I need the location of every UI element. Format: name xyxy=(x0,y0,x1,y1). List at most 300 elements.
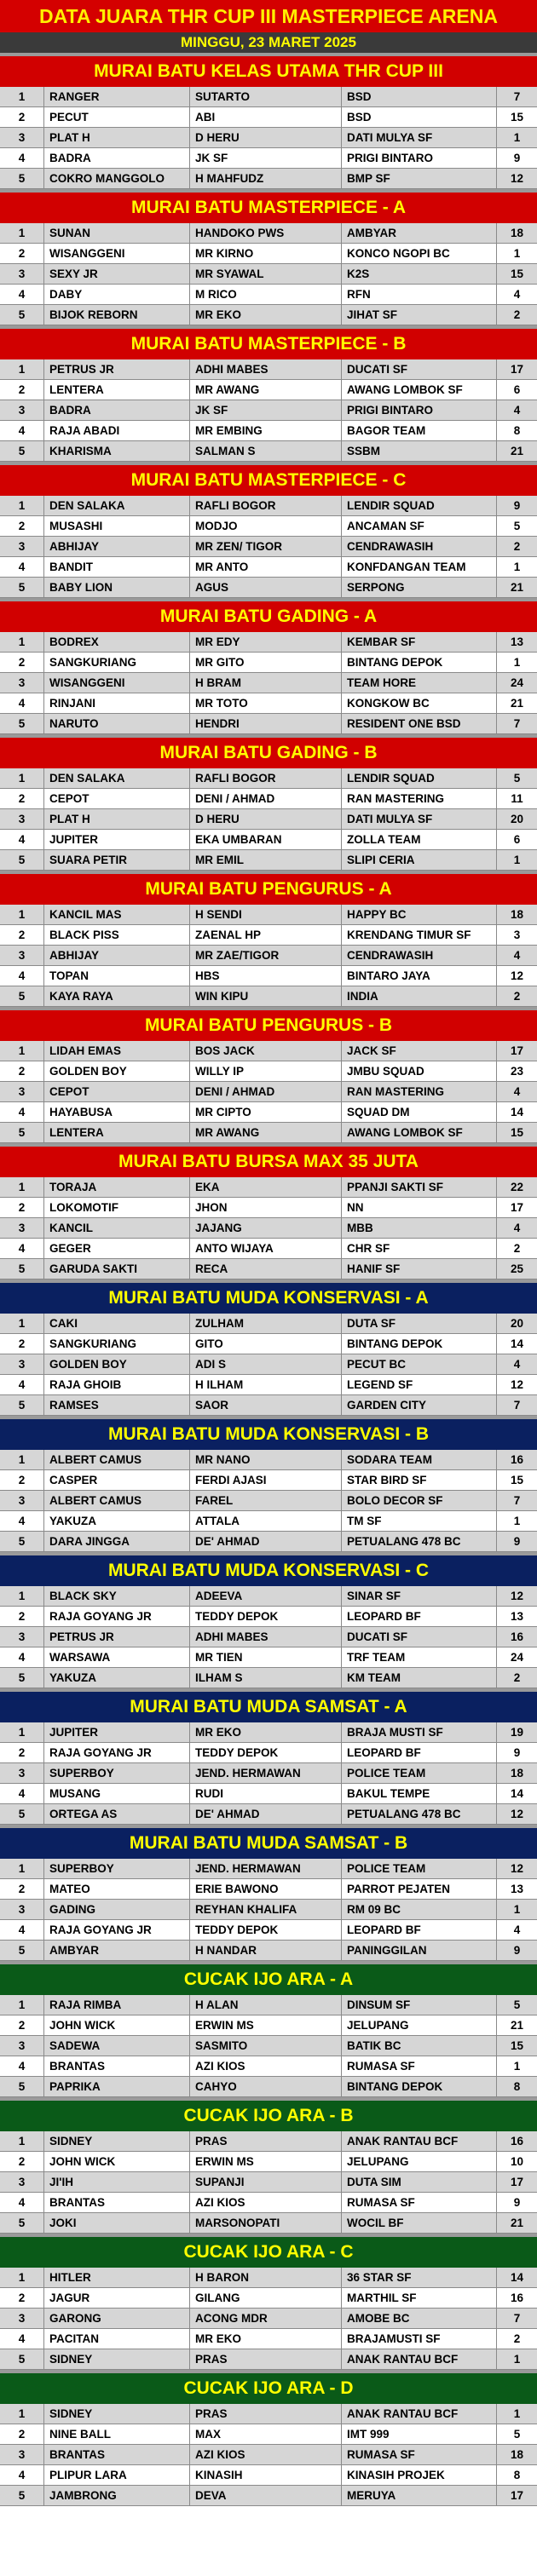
team-name: SLIPI CERIA xyxy=(342,850,497,870)
table-row xyxy=(0,2404,537,2424)
bird-name: KHARISMA xyxy=(44,441,190,461)
team-name: PETUALANG 478 BC xyxy=(342,1804,497,1824)
team-name: RUMASA SF xyxy=(342,2056,497,2076)
rank-number: 1 xyxy=(0,2131,44,2151)
rank-number: 3 xyxy=(0,1218,44,1238)
rank-number: 5 xyxy=(0,1395,44,1415)
bird-name: YAKUZA xyxy=(44,1511,190,1531)
owner-name: MR EKO xyxy=(190,305,342,325)
team-name: WOCIL BF xyxy=(342,2213,497,2233)
bird-name: PETRUS JR xyxy=(44,359,190,379)
table-row xyxy=(0,1395,537,1416)
category-title: CUCAK IJO ARA - C xyxy=(0,2234,537,2268)
owner-name: AZI KIOS xyxy=(190,2056,342,2076)
team-name: BAKUL TEMPE xyxy=(342,1784,497,1803)
bird-name: BADRA xyxy=(44,148,190,168)
owner-name: HANDOKO PWS xyxy=(190,223,342,243)
table-row xyxy=(0,557,537,578)
team-name: ANAK RANTAU BCF xyxy=(342,2349,497,2369)
owner-name: SUTARTO xyxy=(190,87,342,106)
team-name: SQUAD DM xyxy=(342,1102,497,1122)
rank-number: 3 xyxy=(0,809,44,829)
team-name: BOLO DECOR SF xyxy=(342,1491,497,1510)
category-title: MURAI BATU PENGURUS - A xyxy=(0,871,537,905)
owner-name: ERWIN MS xyxy=(190,2152,342,2171)
bird-name: BADRA xyxy=(44,400,190,420)
rank-number: 5 xyxy=(0,441,44,461)
points: 18 xyxy=(510,227,524,239)
bird-name: RAJA GHOIB xyxy=(44,1375,190,1394)
bird-name: COKRO MANGGOLO xyxy=(44,169,190,188)
points: 7 xyxy=(513,1399,521,1412)
table-row xyxy=(0,359,537,380)
table-row xyxy=(0,1123,537,1143)
points: 24 xyxy=(510,1651,524,1664)
rank-number: 3 xyxy=(0,946,44,965)
table-row xyxy=(0,441,537,462)
category-block xyxy=(0,53,537,189)
table-row xyxy=(0,1763,537,1784)
table-row xyxy=(0,400,537,421)
owner-name: SALMAN S xyxy=(190,441,342,461)
table-row xyxy=(0,2309,537,2329)
team-name: ZOLLA TEAM xyxy=(342,830,497,849)
owner-name: ERIE BAWONO xyxy=(190,1879,342,1899)
team-name: BSD xyxy=(342,87,497,106)
rank-number: 2 xyxy=(0,107,44,127)
bird-name: DABY xyxy=(44,285,190,304)
points: 13 xyxy=(510,1883,524,1895)
owner-name: AZI KIOS xyxy=(190,2193,342,2212)
team-name: ANAK RANTAU BCF xyxy=(342,2131,497,2151)
bird-name: JUPITER xyxy=(44,1722,190,1742)
event-date: MINGGU, 23 MARET 2025 xyxy=(0,32,537,53)
points: 1 xyxy=(513,854,521,866)
table-row xyxy=(0,2465,537,2486)
table-row xyxy=(0,1470,537,1491)
team-name: BRAJA MUSTI SF xyxy=(342,1722,497,1742)
owner-name: CAHYO xyxy=(190,2077,342,2096)
team-name: GARDEN CITY xyxy=(342,1395,497,1415)
owner-name: EKA UMBARAN xyxy=(190,830,342,849)
points: 15 xyxy=(510,1474,524,1486)
owner-name: JEND. HERMAWAN xyxy=(190,1763,342,1783)
owner-name: MR ZEN/ TIGOR xyxy=(190,537,342,556)
bird-name: RAJA RIMBA xyxy=(44,1995,190,2015)
rank-number: 5 xyxy=(0,986,44,1006)
points: 11 xyxy=(511,792,523,805)
bird-name: LENTERA xyxy=(44,380,190,400)
bird-name: PLAT H xyxy=(44,809,190,829)
owner-name: ADHI MABES xyxy=(190,1627,342,1647)
points: 16 xyxy=(510,1630,524,1643)
owner-name: RUDI xyxy=(190,1784,342,1803)
table-row xyxy=(0,2056,537,2077)
rank-number: 4 xyxy=(0,1102,44,1122)
team-name: RAN MASTERING xyxy=(342,1082,497,1101)
table-row xyxy=(0,1491,537,1511)
team-name: PRIGI BINTARO xyxy=(342,148,497,168)
team-name: LEOPARD BF xyxy=(342,1920,497,1940)
category-block xyxy=(0,189,537,325)
owner-name: ADEEVA xyxy=(190,1586,342,1606)
table-row xyxy=(0,768,537,789)
rank-number: 2 xyxy=(0,1061,44,1081)
table-row xyxy=(0,87,537,107)
team-name: MARTHIL SF xyxy=(342,2288,497,2308)
category-block xyxy=(0,462,537,598)
table-row xyxy=(0,2015,537,2036)
category-block xyxy=(0,1688,537,1825)
points: 6 xyxy=(513,383,521,396)
bird-name: LIDAH EMAS xyxy=(44,1041,190,1061)
owner-name: MR SYAWAL xyxy=(190,264,342,284)
owner-name: MR TIEN xyxy=(190,1647,342,1667)
bird-name: BABY LION xyxy=(44,578,190,597)
rank-number: 2 xyxy=(0,1743,44,1762)
bird-name: SIDNEY xyxy=(44,2131,190,2151)
category-block xyxy=(0,1552,537,1688)
table-row xyxy=(0,516,537,537)
owner-name: FAREL xyxy=(190,1491,342,1510)
bird-name: LENTERA xyxy=(44,1123,190,1142)
category-title: MURAI BATU MUDA KONSERVASI - A xyxy=(0,1279,537,1314)
team-name: ANCAMAN SF xyxy=(342,516,497,536)
team-name: CENDRAWASIH xyxy=(342,946,497,965)
team-name: POLICE TEAM xyxy=(342,1859,497,1878)
rank-number: 4 xyxy=(0,2056,44,2076)
points: 8 xyxy=(513,2469,521,2481)
points: 1 xyxy=(513,247,521,260)
team-name: RUMASA SF xyxy=(342,2193,497,2212)
team-name: STAR BIRD SF xyxy=(342,1470,497,1490)
points: 16 xyxy=(510,2135,524,2148)
table-row xyxy=(0,1995,537,2015)
rank-number: 4 xyxy=(0,2465,44,2485)
points: 3 xyxy=(513,929,521,941)
bird-name: ABHIJAY xyxy=(44,946,190,965)
owner-name: AZI KIOS xyxy=(190,2445,342,2464)
bird-name: ORTEGA AS xyxy=(44,1804,190,1824)
points: 12 xyxy=(510,969,524,982)
bird-name: RAJA ABADI xyxy=(44,421,190,440)
bird-name: RINJANI xyxy=(44,693,190,713)
category-title: MURAI BATU MASTERPIECE - B xyxy=(0,325,537,359)
bird-name: WARSAWA xyxy=(44,1647,190,1667)
bird-name: DARA JINGGA xyxy=(44,1532,190,1551)
category-title: MURAI BATU MASTERPIECE - A xyxy=(0,189,537,223)
category-title: MURAI BATU MUDA KONSERVASI - C xyxy=(0,1552,537,1586)
team-name: TEAM HORE xyxy=(342,673,497,693)
points: 9 xyxy=(513,499,521,512)
team-name: BRAJAMUSTI SF xyxy=(342,2329,497,2349)
rank-number: 5 xyxy=(0,2077,44,2096)
table-row xyxy=(0,632,537,653)
points: 17 xyxy=(510,2176,524,2188)
owner-name: SUPANJI xyxy=(190,2172,342,2192)
bird-name: WISANGGENI xyxy=(44,244,190,263)
bird-name: MATEO xyxy=(44,1879,190,1899)
points: 4 xyxy=(513,1222,521,1234)
bird-name: TOPAN xyxy=(44,966,190,986)
table-row xyxy=(0,673,537,693)
rank-number: 3 xyxy=(0,1354,44,1374)
bird-name: SANGKURIANG xyxy=(44,653,190,672)
table-row xyxy=(0,107,537,128)
points: 1 xyxy=(513,131,521,144)
bird-name: CASPER xyxy=(44,1470,190,1490)
points: 1 xyxy=(513,561,521,573)
rank-number: 3 xyxy=(0,2309,44,2328)
rank-number: 3 xyxy=(0,1900,44,1919)
owner-name: TEDDY DEPOK xyxy=(190,1607,342,1626)
category-title: CUCAK IJO ARA - A xyxy=(0,1961,537,1995)
points: 10 xyxy=(510,2155,524,2168)
rank-number: 3 xyxy=(0,1491,44,1510)
table-row xyxy=(0,578,537,598)
rank-number: 1 xyxy=(0,87,44,106)
team-name: PARROT PEJATEN xyxy=(342,1879,497,1899)
rank-number: 4 xyxy=(0,148,44,168)
bird-name: PLIPUR LARA xyxy=(44,2465,190,2485)
table-row xyxy=(0,1314,537,1334)
rank-number: 4 xyxy=(0,1784,44,1803)
team-name: PANINGGILAN xyxy=(342,1941,497,1960)
team-name: HANIF SF xyxy=(342,1259,497,1279)
table-row xyxy=(0,925,537,946)
table-row xyxy=(0,2349,537,2370)
team-name: RESIDENT ONE BSD xyxy=(342,714,497,733)
points: 15 xyxy=(510,1126,524,1139)
rank-number: 2 xyxy=(0,2152,44,2171)
bird-name: BRANTAS xyxy=(44,2445,190,2464)
rank-number: 5 xyxy=(0,1804,44,1824)
points: 15 xyxy=(510,267,524,280)
table-row xyxy=(0,1586,537,1607)
owner-name: ZULHAM xyxy=(190,1314,342,1333)
rank-number: 2 xyxy=(0,789,44,808)
team-name: SODARA TEAM xyxy=(342,1450,497,1469)
table-row xyxy=(0,1041,537,1061)
bird-name: KAYA RAYA xyxy=(44,986,190,1006)
table-row xyxy=(0,946,537,966)
points: 7 xyxy=(513,90,521,103)
bird-name: JAGUR xyxy=(44,2288,190,2308)
owner-name: DEVA xyxy=(190,2486,342,2505)
points: 1 xyxy=(513,1515,521,1527)
points: 13 xyxy=(510,635,524,648)
owner-name: ADHI MABES xyxy=(190,359,342,379)
rank-number: 3 xyxy=(0,264,44,284)
rank-number: 1 xyxy=(0,1450,44,1469)
team-name: LENDIR SQUAD xyxy=(342,768,497,788)
rank-number: 3 xyxy=(0,2036,44,2056)
points: 17 xyxy=(510,2489,524,2502)
rank-number: 4 xyxy=(0,2329,44,2349)
table-row xyxy=(0,1259,537,1279)
bird-name: PECUT xyxy=(44,107,190,127)
team-name: PETUALANG 478 BC xyxy=(342,1532,497,1551)
table-row xyxy=(0,380,537,400)
team-name: JIHAT SF xyxy=(342,305,497,325)
category-block xyxy=(0,325,537,462)
owner-name: MR EKO xyxy=(190,2329,342,2349)
points: 4 xyxy=(513,404,521,417)
bird-name: SUARA PETIR xyxy=(44,850,190,870)
bird-name: SUNAN xyxy=(44,223,190,243)
table-row xyxy=(0,2424,537,2445)
team-name: BINTARO JAYA xyxy=(342,966,497,986)
points: 14 xyxy=(510,2271,524,2284)
points: 9 xyxy=(513,152,521,164)
team-name: IMT 999 xyxy=(342,2424,497,2444)
rank-number: 2 xyxy=(0,2288,44,2308)
table-row xyxy=(0,2268,537,2288)
category-title: MURAI BATU MUDA KONSERVASI - B xyxy=(0,1416,537,1450)
bird-name: BIJOK REBORN xyxy=(44,305,190,325)
bird-name: PETRUS JR xyxy=(44,1627,190,1647)
bird-name: GOLDEN BOY xyxy=(44,1061,190,1081)
bird-name: BLACK SKY xyxy=(44,1586,190,1606)
table-row xyxy=(0,2288,537,2309)
rank-number: 2 xyxy=(0,1470,44,1490)
table-row xyxy=(0,1375,537,1395)
category-title: MURAI BATU GADING - A xyxy=(0,598,537,632)
category-title: CUCAK IJO ARA - D xyxy=(0,2370,537,2404)
points: 17 xyxy=(510,1044,524,1057)
table-row xyxy=(0,496,537,516)
table-row xyxy=(0,1082,537,1102)
category-block xyxy=(0,871,537,1007)
points: 2 xyxy=(513,1242,521,1255)
points: 12 xyxy=(510,1862,524,1875)
team-name: MBB xyxy=(342,1218,497,1238)
team-name: BAGOR TEAM xyxy=(342,421,497,440)
points: 20 xyxy=(510,1317,524,1330)
rank-number: 1 xyxy=(0,1859,44,1878)
table-row xyxy=(0,128,537,148)
owner-name: MR EMBING xyxy=(190,421,342,440)
bird-name: MUSASHI xyxy=(44,516,190,536)
category-block xyxy=(0,2097,537,2234)
rank-number: 1 xyxy=(0,768,44,788)
rank-number: 2 xyxy=(0,925,44,945)
team-name: CHR SF xyxy=(342,1239,497,1258)
table-row xyxy=(0,1511,537,1532)
bird-name: TORAJA xyxy=(44,1177,190,1197)
bird-name: SANGKURIANG xyxy=(44,1334,190,1354)
team-name: SSBM xyxy=(342,441,497,461)
points: 19 xyxy=(510,1726,524,1739)
points: 2 xyxy=(513,1671,521,1684)
category-block xyxy=(0,2234,537,2370)
bird-name: BLACK PISS xyxy=(44,925,190,945)
owner-name: GILANG xyxy=(190,2288,342,2308)
rank-number: 4 xyxy=(0,285,44,304)
rank-number: 4 xyxy=(0,1375,44,1394)
table-row xyxy=(0,966,537,986)
table-row xyxy=(0,2213,537,2234)
table-row xyxy=(0,244,537,264)
category-title: MURAI BATU MASTERPIECE - C xyxy=(0,462,537,496)
bird-name: SADEWA xyxy=(44,2036,190,2056)
owner-name: RAFLI BOGOR xyxy=(190,496,342,515)
bird-name: CAKI xyxy=(44,1314,190,1333)
table-row xyxy=(0,148,537,169)
rank-number: 2 xyxy=(0,653,44,672)
table-row xyxy=(0,1198,537,1218)
points: 21 xyxy=(510,581,524,594)
category-block xyxy=(0,598,537,734)
team-name: SERPONG xyxy=(342,578,497,597)
owner-name: MR GITO xyxy=(190,653,342,672)
table-row xyxy=(0,1941,537,1961)
category-block xyxy=(0,1007,537,1143)
team-name: AWANG LOMBOK SF xyxy=(342,380,497,400)
category-block xyxy=(0,1961,537,2097)
bird-name: GEGER xyxy=(44,1239,190,1258)
rank-number: 1 xyxy=(0,2268,44,2287)
owner-name: MR AWANG xyxy=(190,1123,342,1142)
points: 8 xyxy=(513,2080,521,2093)
bird-name: RANGER xyxy=(44,87,190,106)
team-name: DUCATI SF xyxy=(342,1627,497,1647)
table-row xyxy=(0,2329,537,2349)
table-row xyxy=(0,1102,537,1123)
points: 20 xyxy=(510,813,524,825)
bird-name: SIDNEY xyxy=(44,2349,190,2369)
table-row xyxy=(0,1784,537,1804)
rank-number: 4 xyxy=(0,1239,44,1258)
bird-name: KANCIL MAS xyxy=(44,905,190,924)
table-row xyxy=(0,169,537,189)
category-block xyxy=(0,734,537,871)
points: 4 xyxy=(513,949,521,962)
owner-name: H MAHFUDZ xyxy=(190,169,342,188)
rank-number: 4 xyxy=(0,693,44,713)
bird-name: SUPERBOY xyxy=(44,1763,190,1783)
team-name: JACK SF xyxy=(342,1041,497,1061)
points: 12 xyxy=(510,172,524,185)
owner-name: ZAENAL HP xyxy=(190,925,342,945)
bird-name: SIDNEY xyxy=(44,2404,190,2424)
points: 2 xyxy=(513,308,521,321)
owner-name: KINASIH xyxy=(190,2465,342,2485)
bird-name: KANCIL xyxy=(44,1218,190,1238)
team-name: CENDRAWASIH xyxy=(342,537,497,556)
rank-number: 1 xyxy=(0,1722,44,1742)
bird-name: ABHIJAY xyxy=(44,537,190,556)
table-row xyxy=(0,830,537,850)
points: 21 xyxy=(510,2019,524,2032)
rank-number: 1 xyxy=(0,1177,44,1197)
team-name: ANAK RANTAU BCF xyxy=(342,2404,497,2424)
category-title: MURAI BATU BURSA MAX 35 JUTA xyxy=(0,1143,537,1177)
team-name: RFN xyxy=(342,285,497,304)
owner-name: H ILHAM xyxy=(190,1375,342,1394)
team-name: JMBU SQUAD xyxy=(342,1061,497,1081)
bird-name: PLAT H xyxy=(44,128,190,147)
team-name: KINASIH PROJEK xyxy=(342,2465,497,2485)
rank-number: 5 xyxy=(0,1259,44,1279)
rank-number: 3 xyxy=(0,1627,44,1647)
team-name: PPANJI SAKTI SF xyxy=(342,1177,497,1197)
rank-number: 3 xyxy=(0,1763,44,1783)
team-name: KONFDANGAN TEAM xyxy=(342,557,497,577)
owner-name: H SENDI xyxy=(190,905,342,924)
bird-name: RAJA GOYANG JR xyxy=(44,1920,190,1940)
table-row xyxy=(0,1239,537,1259)
